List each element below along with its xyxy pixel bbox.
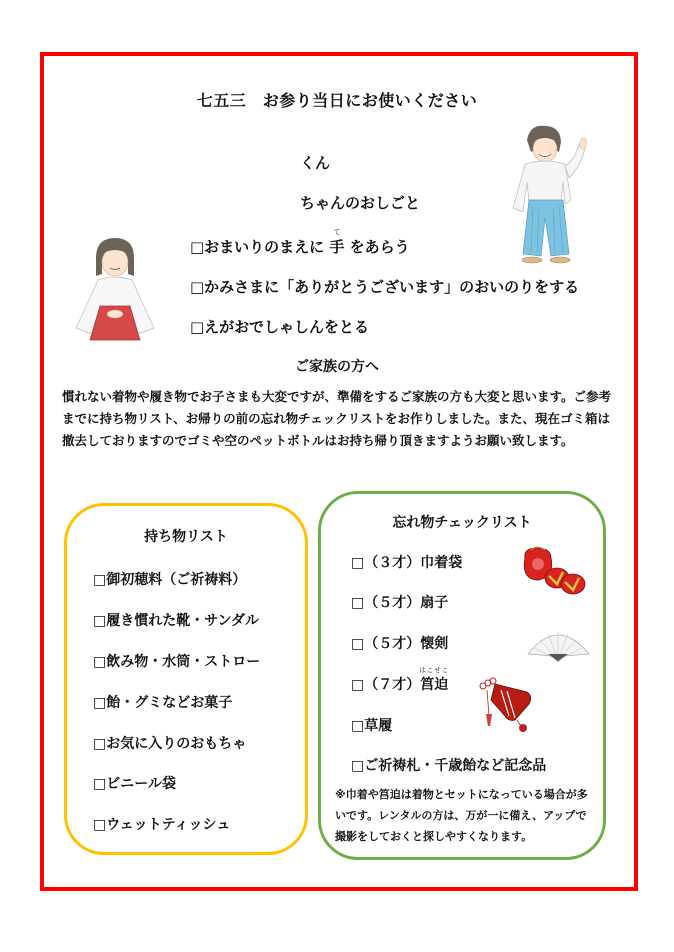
item-text: □（７才）	[351, 677, 421, 693]
belongings-title: 持ち物リスト	[144, 529, 228, 545]
task-item-wash-hands[interactable]	[190, 228, 410, 257]
girl-illustration	[68, 230, 163, 345]
checklist-item[interactable]: □（５才）扇子	[351, 595, 449, 611]
belongings-item[interactable]: □お気に入りのおもちゃ	[93, 736, 247, 752]
ruby-te	[329, 228, 345, 257]
hakoseko-illustration	[477, 676, 537, 732]
belongings-item[interactable]: □ビニール袋	[93, 776, 176, 792]
belongings-list-box	[64, 503, 308, 855]
belongings-item[interactable]: □飴・グミなどお菓子	[93, 695, 233, 711]
boy-illustration	[505, 122, 590, 267]
checklist-item[interactable]: □（５才）懐剣	[351, 636, 449, 652]
checklist-title: 忘れ物チェックリスト	[392, 515, 532, 531]
page-title: 七五三 お参り当日にお使いください	[196, 91, 478, 110]
belongings-item[interactable]: □履き慣れた靴・サンダル	[93, 613, 259, 629]
belongings-item[interactable]: □御初穂料（ご祈祷料）	[93, 572, 247, 588]
checklist-note: ※巾着や筥迫は着物とセットになっている場合が多いです。レンタルの方は、万が一に備え、アップで撮影をしておくと探しやすくなります。	[335, 788, 588, 843]
task-text: □おまいりのまえに	[190, 238, 330, 256]
checklist-item[interactable]: □（３才）巾着袋	[351, 555, 463, 571]
folding-fan-illustration	[526, 626, 591, 662]
chan-oshigoto-label: ちゃんのおしごと	[300, 194, 421, 212]
ruby-base: 手	[329, 238, 345, 256]
task-item-pray[interactable]: □かみさまに「ありがとうございます」のおいのりをする	[190, 278, 580, 296]
task-item-photo[interactable]: □えがおでしゃしんをとる	[190, 318, 370, 336]
belongings-item[interactable]: □飲み物・水筒・ストロー	[93, 654, 261, 670]
ruby-hakoseko	[419, 666, 450, 694]
ruby-text: はこせこ	[419, 666, 450, 674]
ruby-text: て	[333, 228, 341, 236]
checklist-item[interactable]: □草履	[351, 718, 393, 734]
kun-label: くん	[300, 154, 331, 172]
checklist-item[interactable]	[351, 666, 450, 694]
family-section-title: ご家族の方へ	[295, 359, 379, 375]
family-message: 慣れない着物や履き物でお子さまも大変ですが、準備をするご家族の方も大変と思います。ご参考までに持ち物リスト、お帰りの前の忘れ物チェックリストをお作りしました。また、現在ゴミ箱は撤去しておりますのでゴミや空のペットボトルはお持ち帰り頂きますようお願い致します。	[62, 389, 612, 448]
forgotten-items-checklist-box	[318, 491, 606, 860]
ruby-base: 筥迫	[420, 677, 449, 693]
belongings-item[interactable]: □ウェットティッシュ	[93, 817, 231, 833]
task-text: をあらう	[344, 238, 410, 256]
checklist-item[interactable]: □ご祈祷札・千歳飴など記念品	[351, 758, 547, 774]
kinchaku-zori-illustration	[519, 544, 589, 599]
